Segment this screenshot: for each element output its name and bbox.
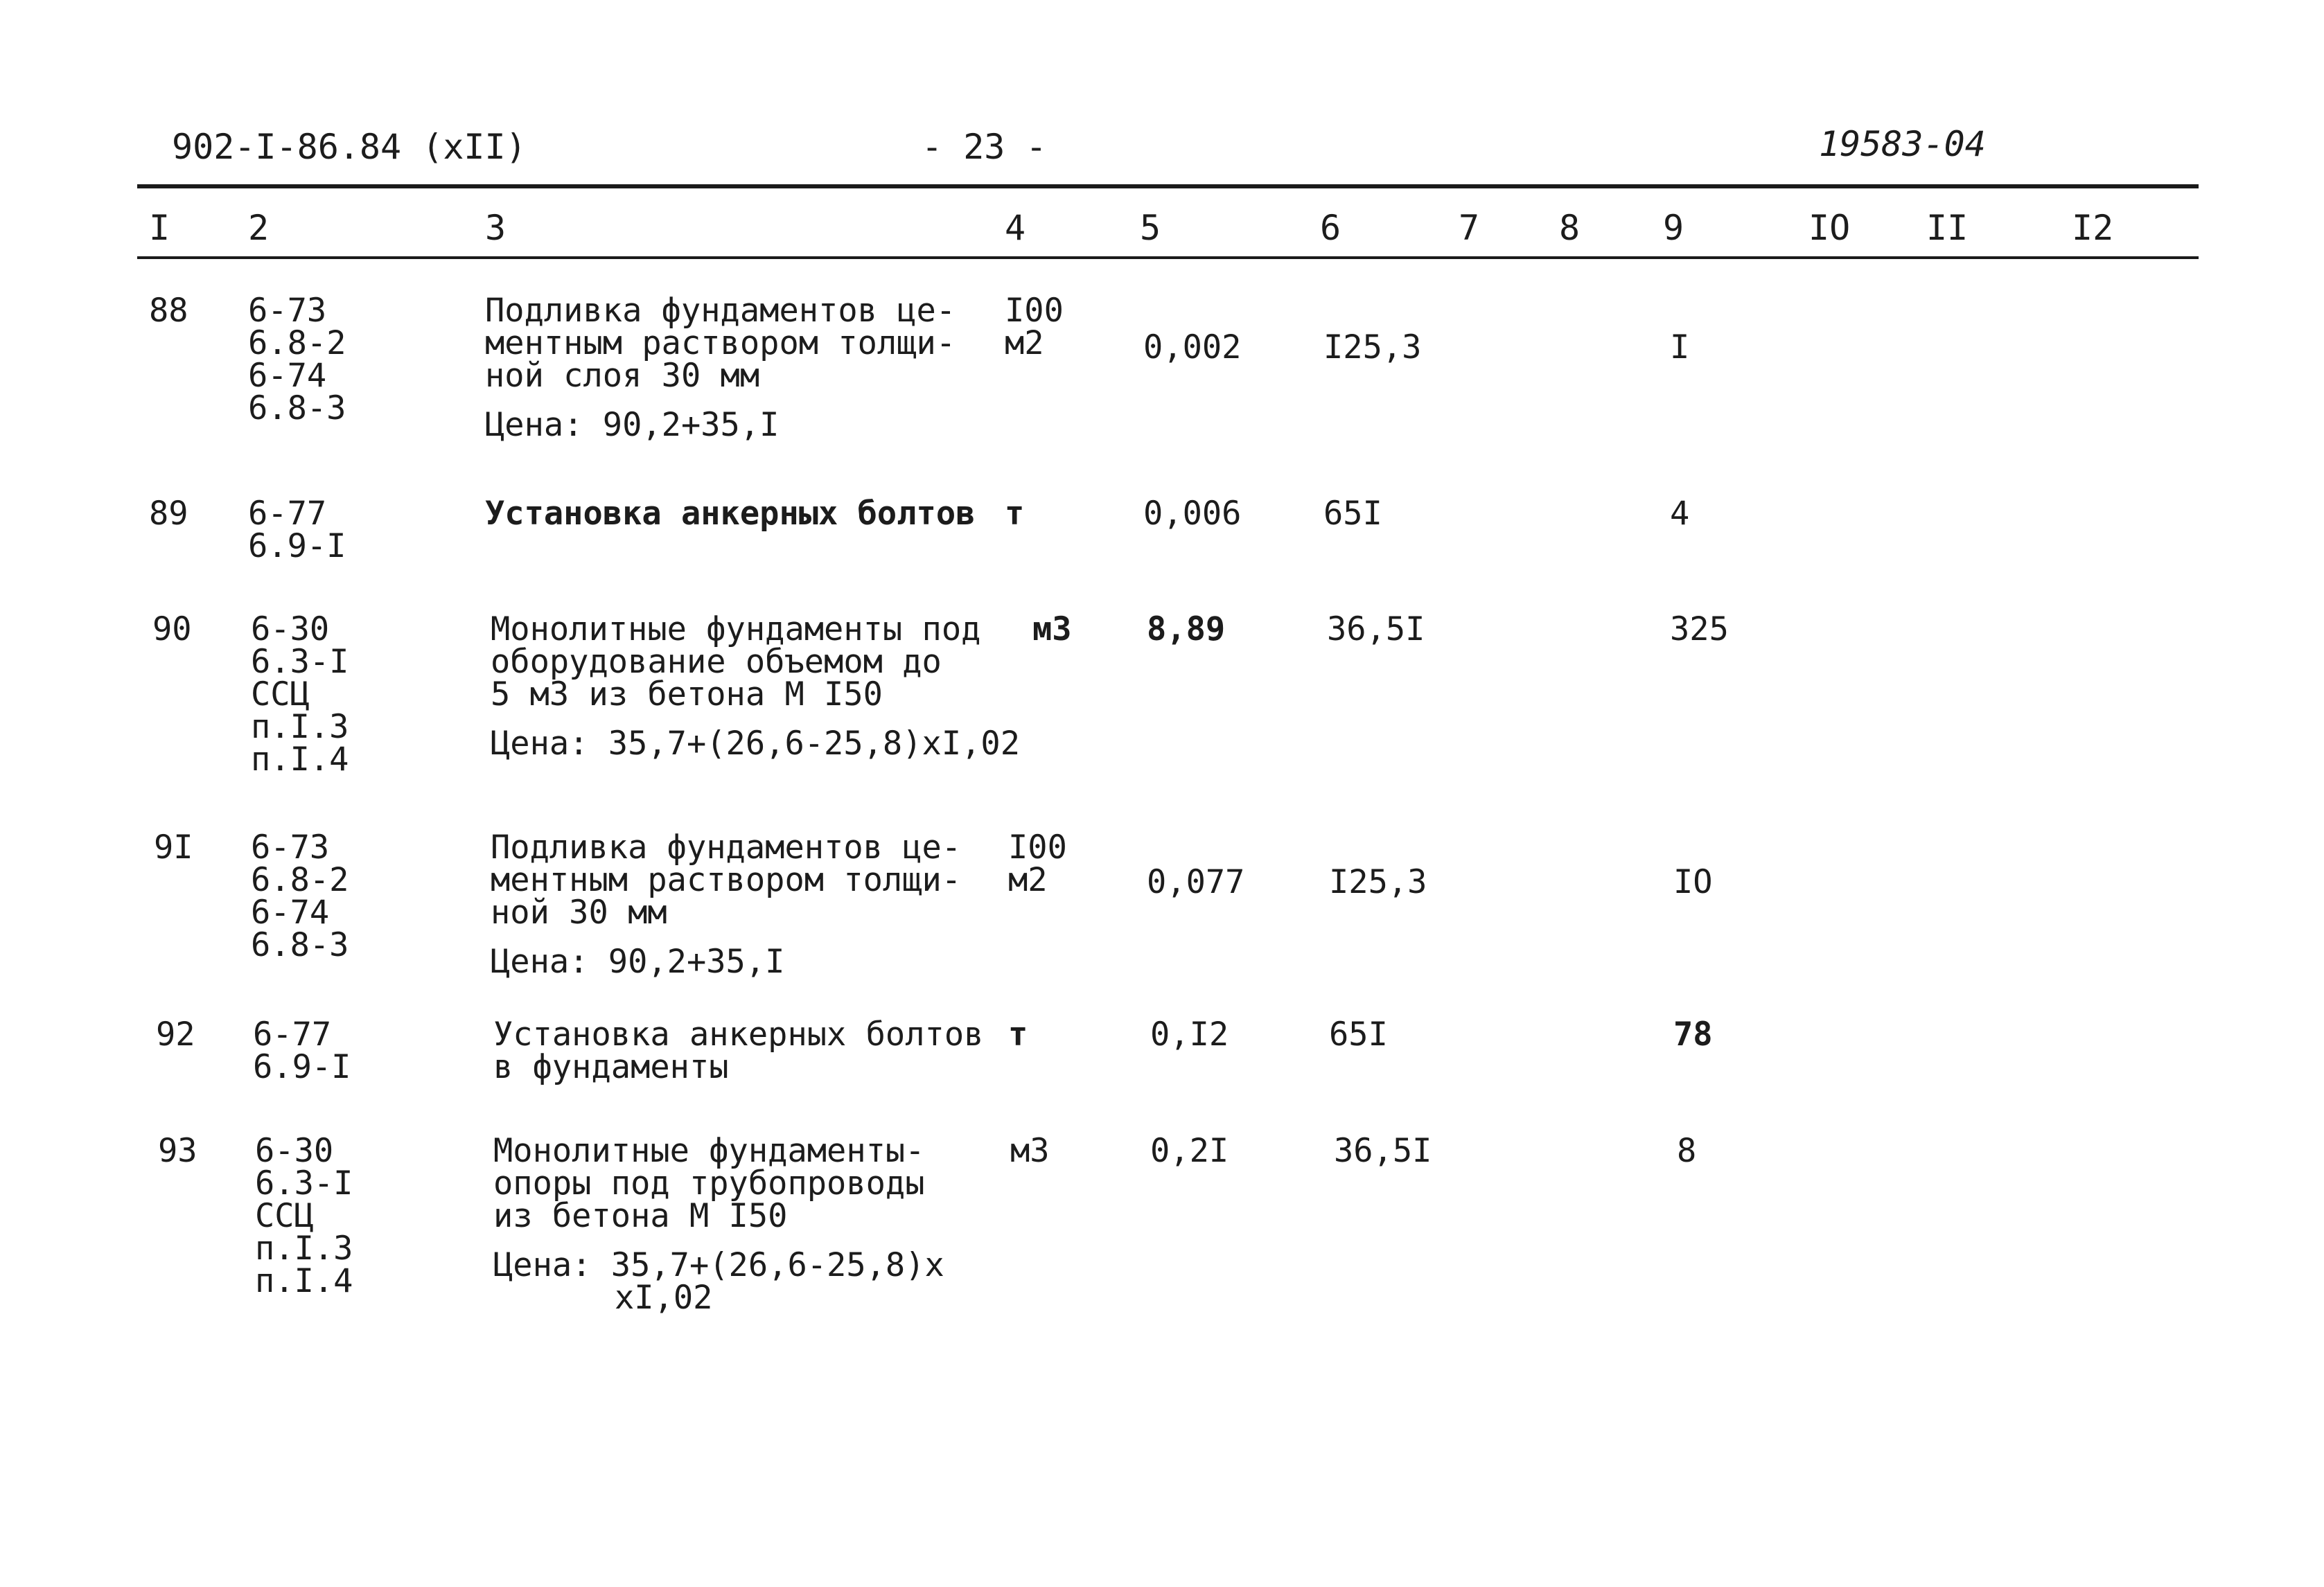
column-number: 6 (1320, 208, 1341, 248)
norm-code: 6-77 (248, 495, 327, 533)
price-formula (493, 1246, 944, 1317)
column-number: 2 (248, 208, 270, 248)
column-number: 8 (1559, 208, 1581, 248)
work-description (493, 1016, 984, 1086)
norm-codes (251, 610, 349, 779)
description-line: в фундаменты (493, 1048, 729, 1086)
quantity: 0,006 (1143, 495, 1242, 533)
norm-code: 6.3-I (251, 643, 349, 681)
unit-line: I00 (1005, 292, 1064, 330)
quantity: 0,I2 (1150, 1016, 1229, 1054)
description-line: Монолитные фундаменты под (491, 610, 981, 648)
total-cost: 78 (1673, 1016, 1713, 1054)
row-number: 93 (158, 1132, 197, 1170)
unit (1005, 495, 1025, 533)
work-description (491, 610, 1021, 763)
unit-line: м2 (1005, 324, 1044, 362)
row-number: 92 (156, 1016, 195, 1054)
unit-rate: I25,3 (1329, 863, 1427, 901)
work-description (491, 828, 962, 981)
price-line: Цена: 35,7+(26,6-25,8)х (493, 1246, 944, 1284)
quantity: 8,89 (1147, 610, 1226, 648)
norm-code: 6.8-2 (251, 861, 349, 899)
price-formula (485, 406, 956, 444)
description-line: Монолитные фундаменты- (493, 1132, 925, 1170)
description-line: ментным раствором толщи- (491, 861, 962, 899)
norm-codes (255, 1132, 353, 1300)
norm-code: п.I.4 (255, 1262, 353, 1300)
document-code: 902-I-86.84 (хII) (172, 127, 527, 167)
description-line: 5 м3 из бетона М I50 (491, 675, 883, 713)
page-number: - 23 - (922, 127, 1047, 167)
unit-rate: 65I (1323, 495, 1382, 533)
norm-codes (251, 828, 349, 964)
unit (1010, 1132, 1050, 1170)
price-line: хI,02 (615, 1279, 713, 1317)
work-description (485, 495, 976, 533)
total-cost: I (1670, 328, 1690, 366)
norm-code: 6.8-3 (251, 926, 349, 964)
norm-code: 6-74 (248, 357, 327, 395)
norm-code: 6-77 (253, 1016, 332, 1054)
total-cost: 325 (1670, 610, 1729, 648)
unit-line: т (1005, 495, 1025, 533)
description-line: оборудование объемом до (491, 643, 942, 681)
description-line: Подливка фундаментов це- (491, 828, 962, 867)
total-cost: IO (1673, 863, 1713, 901)
column-number: IO (1808, 208, 1851, 248)
column-number: II (1926, 208, 1969, 248)
description-line: Установка анкерных болтов (493, 1016, 984, 1054)
row-number: 9I (154, 828, 193, 867)
norm-code: 6-74 (251, 894, 330, 932)
norm-code: ССЦ (251, 675, 310, 713)
column-number: 3 (485, 208, 507, 248)
norm-code: 6-73 (248, 292, 327, 330)
work-description (493, 1132, 944, 1317)
total-cost: 4 (1670, 495, 1690, 533)
unit-rate: 36,5I (1334, 1132, 1432, 1170)
column-number: I2 (2072, 208, 2114, 248)
unit-line: I00 (1008, 828, 1067, 867)
description-line: опоры под трубопроводы (493, 1164, 925, 1203)
norm-codes (248, 495, 346, 565)
work-description (485, 292, 956, 444)
column-number: 4 (1005, 208, 1026, 248)
unit (1008, 828, 1067, 899)
quantity: 0,002 (1143, 328, 1242, 366)
row-number: 89 (149, 495, 188, 533)
column-number: 7 (1459, 208, 1480, 248)
norm-code: 6.8-2 (248, 324, 346, 362)
unit-line: м2 (1008, 861, 1048, 899)
total-cost: 8 (1677, 1132, 1697, 1170)
unit (1008, 1016, 1028, 1054)
row-number: 90 (152, 610, 192, 648)
price-line: Цена: 90,2+35,I (491, 943, 785, 981)
description-line: Установка анкерных болтов (485, 495, 976, 533)
price-formula (491, 943, 961, 981)
unit-line: м3 (1032, 610, 1072, 648)
unit-rate: I25,3 (1323, 328, 1422, 366)
norm-codes (253, 1016, 351, 1086)
top-rule (137, 184, 2199, 188)
document-number: 19583-04 (1819, 124, 1986, 164)
norm-code: 6.8-3 (248, 389, 346, 427)
column-number: 9 (1663, 208, 1684, 248)
norm-code: п.I.3 (251, 708, 349, 746)
norm-code: 6.9-I (253, 1048, 351, 1086)
column-number: 5 (1140, 208, 1161, 248)
unit-line: м3 (1010, 1132, 1050, 1170)
norm-code: ССЦ (255, 1197, 314, 1235)
price-formula (491, 725, 1021, 763)
norm-code: п.I.3 (255, 1230, 353, 1268)
unit-line: т (1008, 1016, 1028, 1054)
description-line: ментным раствором толщи- (485, 324, 956, 362)
column-number: I (149, 208, 170, 248)
norm-codes (248, 294, 346, 425)
norm-code: 6-30 (255, 1132, 334, 1170)
norm-code: 6-30 (251, 610, 330, 648)
quantity: 0,077 (1147, 863, 1245, 901)
unit (1005, 294, 1064, 360)
description-line: из бетона М I50 (493, 1197, 788, 1235)
unit-rate: 36,5I (1327, 610, 1425, 648)
description-line: Подливка фундаментов це- (485, 292, 956, 330)
norm-code: п.I.4 (251, 741, 349, 779)
description-line: ной 30 мм (491, 894, 667, 932)
unit-rate: 65I (1329, 1016, 1388, 1054)
unit (1032, 610, 1072, 648)
header-rule (137, 256, 2199, 259)
price-line: Цена: 35,7+(26,6-25,8)хI,02 (491, 725, 1021, 763)
row-number: 88 (149, 292, 188, 330)
norm-code: 6.9-I (248, 527, 346, 565)
norm-code: 6.3-I (255, 1164, 353, 1203)
quantity: 0,2I (1150, 1132, 1229, 1170)
norm-code: 6-73 (251, 828, 330, 867)
description-line: ной слоя 30 мм (485, 357, 760, 395)
price-line: Цена: 90,2+35,I (485, 406, 780, 444)
